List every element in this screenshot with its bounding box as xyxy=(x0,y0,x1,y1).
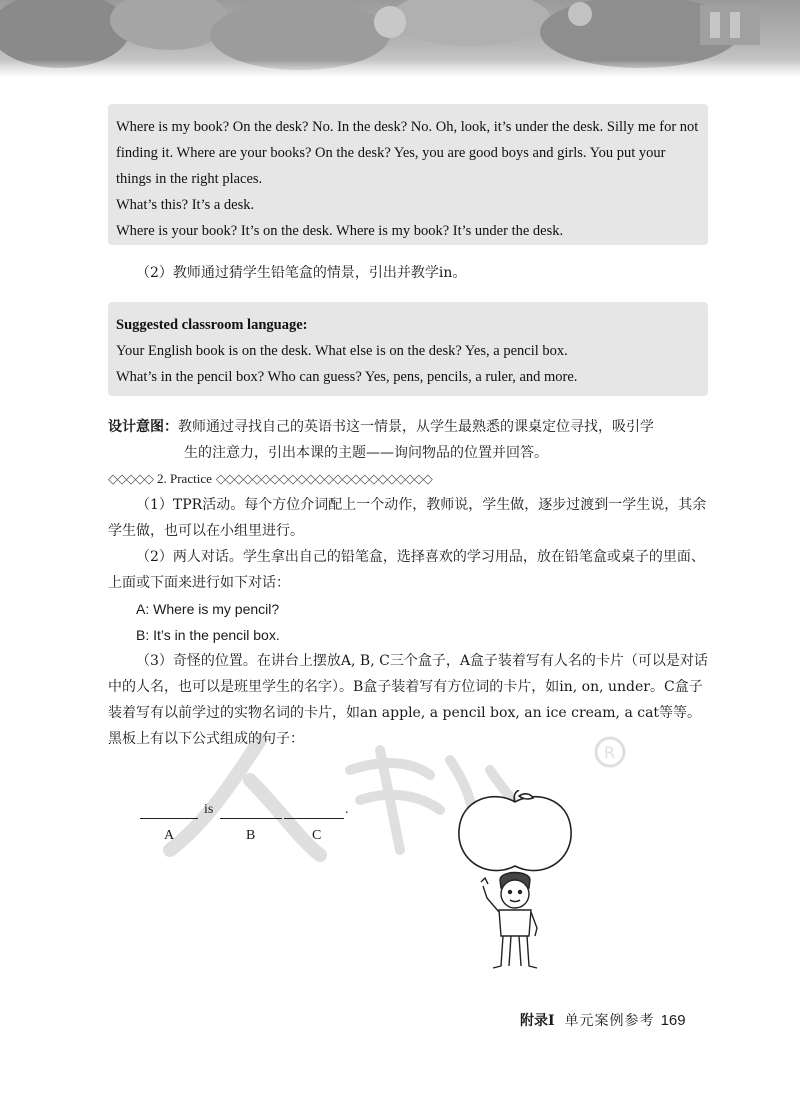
label-a: A xyxy=(164,828,175,843)
blank-a xyxy=(140,818,198,819)
svg-text:R: R xyxy=(604,743,616,762)
apple-icon xyxy=(459,790,571,871)
page-footer xyxy=(520,1010,720,1032)
label-b: B xyxy=(246,828,256,843)
tpr-activity: （1）TPR活动。每个方位介词配上一个动作，教师说，学生做，逐步过渡到一学生说，其余学生做，也可以在小组里进行。 xyxy=(108,497,707,539)
blank-c xyxy=(284,818,344,819)
strange-position-activity: （3）奇怪的位置。在讲台上摆放A, B, C三个盒子，A盒子装着写有人名的卡片（可以是对话中的人名，也可以是班里学生的名字）。B盒子装着写有方位词的卡片，如in, on, under。C盒子装着写有以前学过的实物名词的卡片，如an apple, a pencil box, an ice cream, a cat等等。黑板上有以下公式组成的句子： xyxy=(108,653,708,747)
pair-dialog-activity: （2）两人对话。学生拿出自己的铅笔盒，选择喜欢的学习用品，放在铅笔盒或桌子的里面、上面或下面来进行如下对话： xyxy=(108,549,705,591)
dialog-line-b: B: It’s in the pencil box. xyxy=(136,627,280,643)
formula-period: . xyxy=(345,802,349,817)
box1-line-1: Where is my book? On the desk? No. In the desk? No. Oh, look, it’s under the desk. Silly me for not finding it. Where are your books? On the desk? Yes, you are good boys and girls. You put your things in the right places. xyxy=(116,119,699,187)
step-2-text: （2）教师通过猜学生铅笔盒的情景，引出并教学in。 xyxy=(136,265,467,281)
box2-line-1: Your English book is on the desk. What else is on the desk? Yes, a pencil box. xyxy=(116,343,568,359)
practice-title: 2. Practice xyxy=(157,471,212,486)
section-title: 单元案例参考 xyxy=(564,1013,655,1029)
appendix-label: 附录I xyxy=(520,1013,555,1029)
page-number: 169 xyxy=(660,1012,686,1029)
boy-with-apple-illustration xyxy=(455,790,575,970)
label-c: C xyxy=(312,828,322,843)
sentence-formula xyxy=(140,802,370,852)
box2-line-2: What’s in the pencil box? Who can guess? Yes, pens, pencils, a ruler, and more. xyxy=(116,369,578,385)
dialog-line-a: A: Where is my pencil? xyxy=(136,601,280,617)
formula-word: is xyxy=(204,802,214,817)
practice-dots-left: ◇◇◇◇◇ xyxy=(108,471,153,486)
box1-line-3: Where is your book? It’s on the desk. Where is my book? It’s under the desk. xyxy=(116,223,564,239)
boy-icon xyxy=(481,873,537,969)
design-intent-text-1: 教师通过寻找自己的英语书这一情景，从学生最熟悉的课桌定位寻找，吸引学 xyxy=(178,419,654,435)
dialogue-box-1 xyxy=(108,104,708,245)
design-intent xyxy=(108,414,713,466)
practice-dots-right: ◇◇◇◇◇◇◇◇◇◇◇◇◇◇◇◇◇◇◇◇◇◇◇◇ xyxy=(215,471,432,486)
classroom-language-box xyxy=(108,302,708,396)
design-intent-text-2: 生的注意力，引出本课的主题——询问物品的位置并回答。 xyxy=(184,445,548,461)
header-decoration xyxy=(0,0,800,78)
design-intent-label: 设计意图： xyxy=(108,419,178,435)
box2-heading: Suggested classroom language: xyxy=(116,317,308,333)
box1-line-2: What’s this? It’s a desk. xyxy=(116,197,255,213)
practice-heading xyxy=(108,468,713,490)
blank-b xyxy=(220,818,282,819)
